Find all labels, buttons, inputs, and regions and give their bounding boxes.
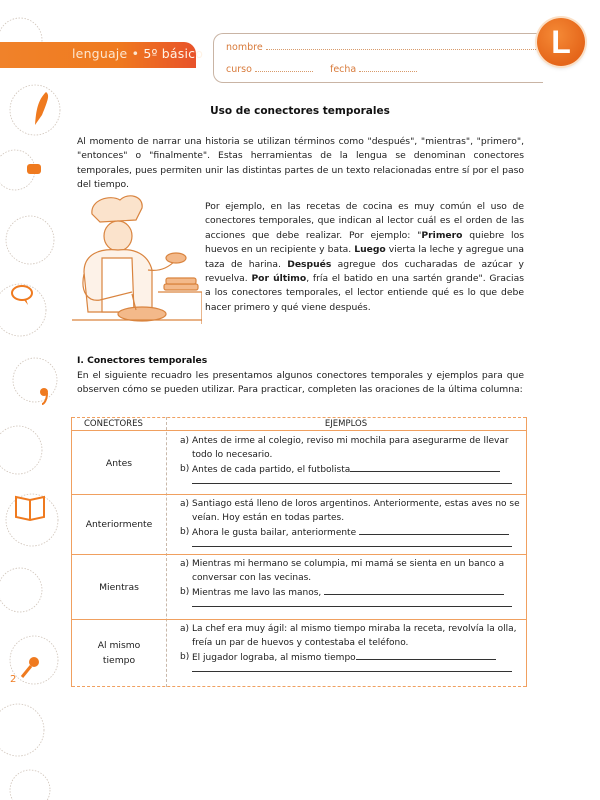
table-row <box>72 432 526 495</box>
microphone-icon <box>10 657 39 685</box>
speech-bubble-icon <box>12 286 32 305</box>
subject-badge: L <box>537 18 585 66</box>
example-a: a) La chef era muy ágil: al mismo tiempo miraba la receta, revolvía la olla, freía un par de huevos y contestaba el teléfono. <box>180 624 517 648</box>
svg-text:2: 2 <box>10 674 17 685</box>
separator-dot: • <box>131 46 140 61</box>
recipe-example-paragraph: Por ejemplo, en las recetas de cocina es muy común el uso de conectores temporales, que indican al lector cuál es el orden de las acciones que debe realizar. Por ejemplo: "Primero quiebre los huevos en un recipiente y bata. Luego vierta la leche y agregue una taza de harina. Después agregue dos cucharadas de azúcar y revuelva. Por último, fría el batido en una sartén grande". Gracias a los conectores temporales, el lector entiende qué es lo que debe hacer primero y qué viene después. <box>205 201 524 313</box>
example-b: b) El jugador lograba, al mismo tiempo <box>166 650 520 665</box>
table-row <box>72 555 526 620</box>
example-a: a) Antes de irme al colegio, reviso mi mochila para asegurarme de llevar todo lo necesario. <box>180 436 509 460</box>
course-label: curso <box>226 64 252 75</box>
grade-level: 5º básico <box>143 46 204 61</box>
answer-blank[interactable] <box>324 585 504 595</box>
book-icon <box>16 497 44 520</box>
connectors-table <box>71 417 527 687</box>
connector-cell: Anteriormente <box>85 519 153 530</box>
document-title: Uso de conectores temporales <box>210 105 390 117</box>
example-b: b) Antes de cada partido, el futbolista <box>166 462 520 477</box>
examples-cell <box>166 557 520 607</box>
decorative-margin <box>0 0 62 800</box>
course-field[interactable] <box>255 64 313 72</box>
subject-label <box>72 46 203 61</box>
example-b: b) Ahora le gusta bailar, anteriormente <box>166 525 520 540</box>
section-instructions: En el siguiente recuadro les presentamos algunos conectores temporales y ejemplos para que observen cómo se pueden utilizar. Para practicar, completen las oraciones de la última columna: <box>77 370 524 396</box>
table-row <box>72 495 526 555</box>
comma-icon <box>40 388 48 404</box>
example-a: a) Mientras mi hermano se columpia, mi mamá se sienta en un banco a conversar con las vecinas. <box>180 559 505 583</box>
inkpot-icon <box>27 164 41 174</box>
date-field[interactable] <box>359 64 417 72</box>
chef-illustration <box>72 192 202 332</box>
answer-line[interactable] <box>192 606 512 607</box>
answer-line[interactable] <box>192 546 512 547</box>
connector-cell: Al mismo tiempo <box>97 640 141 666</box>
connector-cell: Antes <box>105 457 133 469</box>
student-info-box <box>213 33 543 83</box>
name-label: nombre <box>226 42 263 53</box>
intro-paragraph: Al momento de narrar una historia se utilizan términos como "después", "mientras", "primero", "entonces" o "finalmente". Estas herramientas de la lengua se denominan conectores temporales, pues permiten unir las distintas partes de un texto relacionadas entre sí por el paso del tiempo. <box>77 136 524 191</box>
subject-banner <box>0 42 204 68</box>
examples-cell <box>166 434 520 484</box>
examples-cell <box>166 622 520 672</box>
example-b: b) Mientras me lavo las manos, <box>166 585 520 600</box>
subject-name: lenguaje <box>72 46 128 61</box>
answer-line[interactable] <box>192 483 512 484</box>
date-label: fecha <box>329 64 357 75</box>
header-connectors: CONECTORES <box>84 419 143 429</box>
answer-blank[interactable] <box>359 525 509 535</box>
answer-line[interactable] <box>192 671 512 672</box>
example-a: a) Santiago está lleno de loros argentinos. Anteriormente, estas aves no se veían. Hoy están en todas partes. <box>180 499 520 523</box>
table-header <box>72 417 526 431</box>
header-examples: EJEMPLOS <box>324 419 368 429</box>
name-field[interactable] <box>266 42 556 50</box>
table-row <box>72 620 526 686</box>
answer-blank[interactable] <box>350 462 500 472</box>
answer-blank[interactable] <box>356 650 496 660</box>
section-heading: I. Conectores temporales <box>77 355 208 366</box>
examples-cell <box>166 497 520 547</box>
connector-cell: Mientras <box>99 581 139 593</box>
